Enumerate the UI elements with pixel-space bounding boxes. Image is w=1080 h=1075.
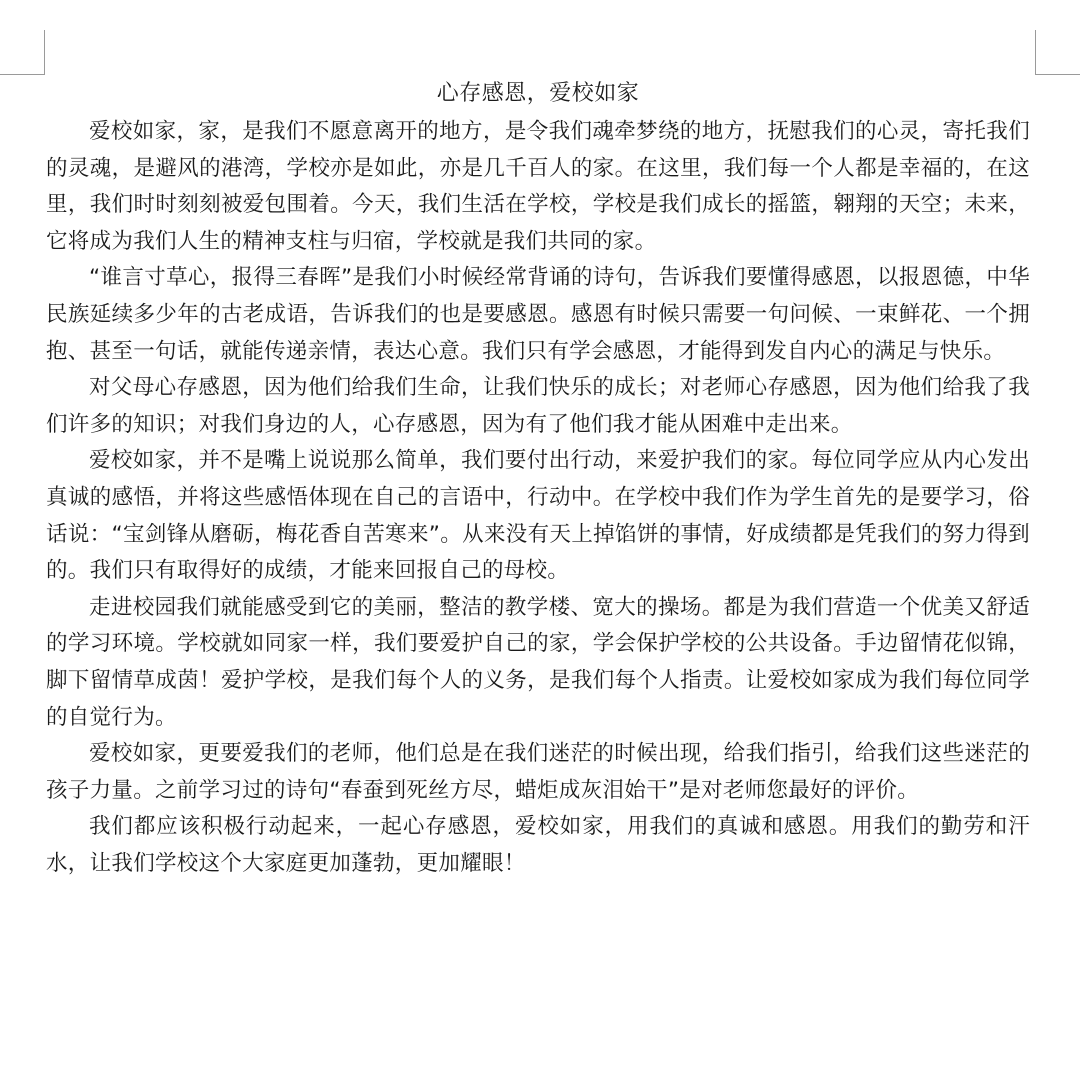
top-right-margin-mark xyxy=(1035,30,1080,75)
top-left-margin-mark xyxy=(0,30,45,75)
paragraph-1: 爱校如家，家，是我们不愿意离开的地方，是令我们魂牵梦绕的地方，抚慰我们的心灵，寄托我们的灵魂，是避风的港湾，学校亦是如此，亦是几千百人的家。在这里，我们每一个人都是幸福的，在这里，我们时时刻刻被爱包围着。今天，我们生活在学校，学校是我们成长的摇篮，翱翔的天空；未来，它将成为我们人生的精神支柱与归宿，学校就是我们共同的家。 xyxy=(46,119,1030,254)
paragraph-6: 爱校如家，更要爱我们的老师，他们总是在我们迷茫的时候出现，给我们指引，给我们这些迷茫的孩子力量。之前学习过的诗句“春蚕到死丝方尽，蜡炬成灰泪始干”是对老师您最好的评价。 xyxy=(46,741,1030,803)
paragraph-2: “谁言寸草心，报得三春晖”是我们小时候经常背诵的诗句，告诉我们要懂得感恩，以报恩德，中华民族延续多少年的古老成语，告诉我们的也是要感恩。感恩有时候只需要一句问候、一束鲜花、一个拥抱、甚至一句话，就能传递亲情，表达心意。我们只有学会感恩，才能得到发自内心的满足与快乐。 xyxy=(46,265,1030,364)
document-body[interactable] xyxy=(46,76,1030,882)
paragraph-7: 我们都应该积极行动起来，一起心存感恩，爱校如家，用我们的真诚和感恩。用我们的勤劳和汗水，让我们学校这个大家庭更加蓬勃，更加耀眼！ xyxy=(46,814,1030,876)
paragraph-4: 爱校如家，并不是嘴上说说那么简单，我们要付出行动，来爱护我们的家。每位同学应从内心发出真诚的感悟，并将这些感悟体现在自己的言语中，行动中。在学校中我们作为学生首先的是要学习，俗话说：“宝剑锋从磨砺，梅花香自苦寒来”。从来没有天上掉馅饼的事情，好成绩都是凭我们的努力得到的。我们只有取得好的成绩，才能来回报自己的母校。 xyxy=(46,448,1030,584)
paragraph-3: 对父母心存感恩，因为他们给我们生命，让我们快乐的成长；对老师心存感恩，因为他们给我了我们许多的知识；对我们身边的人，心存感恩，因为有了他们我才能从困难中走出来。 xyxy=(46,375,1030,437)
document-title: 心存感恩，爱校如家 xyxy=(436,81,640,106)
paragraph-5: 走进校园我们就能感受到它的美丽，整洁的教学楼、宽大的操场。都是为我们营造一个优美又舒适的学习环境。学校就如同家一样，我们要爱护自己的家，学会保护学校的公共设备。手边留情花似锦，脚下留情草成茵！爱护学校，是我们每个人的义务，是我们每个人指责。让爱校如家成为我们每位同学的自觉行为。 xyxy=(46,594,1030,730)
